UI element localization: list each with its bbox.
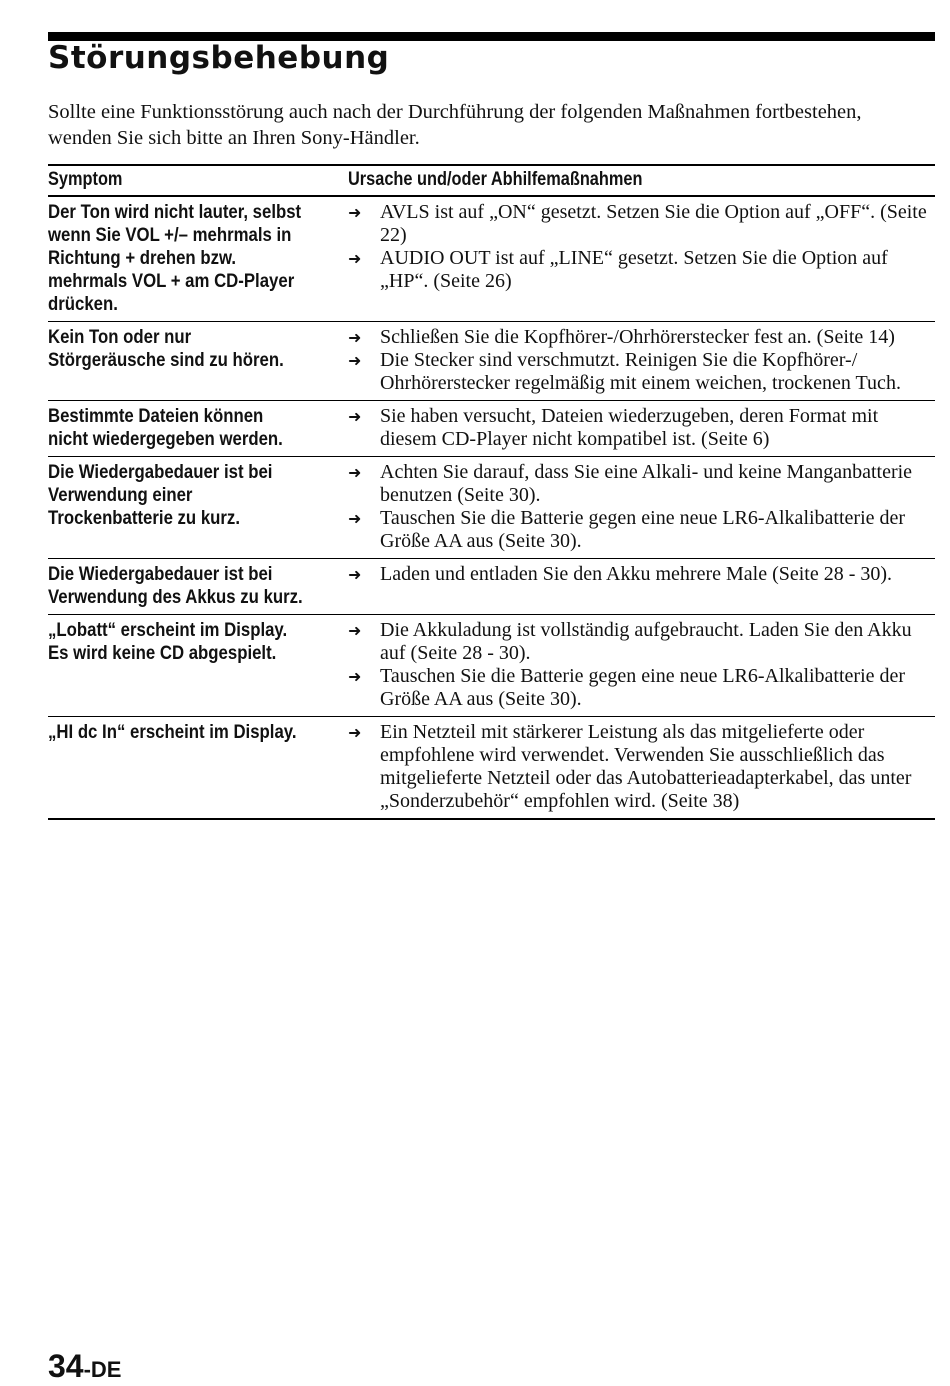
remedy-item xyxy=(348,405,935,451)
remedy-item xyxy=(348,507,935,553)
arrow-icon: ➜ xyxy=(348,328,362,347)
remedy-item xyxy=(348,461,935,507)
remedy-text: Sie haben versucht, Dateien wiederzugeben, deren Format mit diesem CD-Player nicht kompatibel ist. (Seite 6) xyxy=(380,405,879,450)
symptom-text: Kein Ton oder nur Störgeräusche sind zu hören. xyxy=(48,326,284,371)
symptom-cell xyxy=(48,717,348,820)
remedy-text: Die Akkuladung ist vollständig aufgebraucht. Laden Sie den Akku auf (Seite 28 - 30). xyxy=(380,619,912,664)
symptom-cell xyxy=(48,322,348,401)
page-suffix: -DE xyxy=(83,1357,122,1382)
remedy-cell xyxy=(348,196,935,322)
table-row xyxy=(48,559,935,615)
arrow-icon: ➜ xyxy=(348,723,362,742)
arrow-icon: ➜ xyxy=(348,249,362,268)
arrow-icon: ➜ xyxy=(348,463,362,482)
symptom-text: „Lobatt“ erscheint im Display. Es wird keine CD abgespielt. xyxy=(48,619,288,664)
remedy-cell xyxy=(348,401,935,457)
remedy-text: Laden und entladen Sie den Akku mehrere Male (Seite 28 - 30). xyxy=(380,563,893,585)
symptom-cell xyxy=(48,196,348,322)
page-footer xyxy=(48,1348,121,1385)
table-row xyxy=(48,401,935,457)
remedy-text: Tauschen Sie die Batterie gegen eine neue LR6-Alkalibatterie der Größe AA aus (Seite 30). xyxy=(380,507,906,552)
remedy-text: Die Stecker sind verschmutzt. Reinigen Sie die Kopfhörer-/ Ohrhörerstecker regelmäßig mit einem weichen, trockenen Tuch. xyxy=(380,349,901,394)
remedy-cell xyxy=(348,457,935,559)
remedy-text: Ein Netzteil mit stärkerer Leistung als das mitgelieferte oder empfohlene wird verwendet. Verwenden Sie ausschließlich das mitgelieferte Netzteil oder das Autobatterieadapterkabel, das unter „Sonderzubehör“ empfohlen wird. (Seite 38) xyxy=(380,721,912,812)
arrow-icon: ➜ xyxy=(348,203,362,222)
table-row xyxy=(48,717,935,820)
remedy-item xyxy=(348,721,935,813)
remedy-item xyxy=(348,563,935,586)
remedy-item xyxy=(348,349,935,395)
symptom-cell xyxy=(48,457,348,559)
remedy-cell xyxy=(348,717,935,820)
header-remedy: Ursache und/oder Abhilfemaßnahmen xyxy=(348,169,643,190)
remedy-item xyxy=(348,665,935,711)
arrow-icon: ➜ xyxy=(348,509,362,528)
table-row xyxy=(48,322,935,401)
page-number: 34 xyxy=(48,1348,84,1384)
table-row xyxy=(48,615,935,717)
symptom-text: Die Wiedergabedauer ist bei Verwendung des Akkus zu kurz. xyxy=(48,563,303,608)
remedy-text: Tauschen Sie die Batterie gegen eine neue LR6-Alkalibatterie der Größe AA aus (Seite 30). xyxy=(380,665,906,710)
remedy-item xyxy=(348,326,935,349)
intro-paragraph: Sollte eine Funktionsstörung auch nach der Durchführung der folgenden Maßnahmen fortbestehen, wenden Sie sich bitte an Ihren Sony-Händler. xyxy=(48,101,862,149)
remedy-text: AVLS ist auf „ON“ gesetzt. Setzen Sie die Option auf „OFF“. (Seite 22) xyxy=(380,201,927,246)
remedy-item xyxy=(348,619,935,665)
symptom-text: „HI dc In“ erscheint im Display. xyxy=(48,721,297,743)
troubleshooting-table xyxy=(48,164,935,820)
symptom-text: Die Wiedergabedauer ist bei Verwendung einer Trockenbatterie zu kurz. xyxy=(48,461,273,529)
symptom-text: Bestimmte Dateien können nicht wiedergegeben werden. xyxy=(48,405,283,450)
arrow-icon: ➜ xyxy=(348,621,362,640)
table-row xyxy=(48,196,935,322)
symptom-text: Der Ton wird nicht lauter, selbst wenn Sie VOL +/– mehrmals in Richtung + drehen bzw. mehrmals VOL + am CD-Player drücken. xyxy=(48,201,302,315)
symptom-cell xyxy=(48,401,348,457)
remedy-cell xyxy=(348,322,935,401)
arrow-icon: ➜ xyxy=(348,351,362,370)
table-header-row xyxy=(48,165,935,196)
page-title: Störungsbehebung xyxy=(48,40,390,76)
symptom-cell xyxy=(48,615,348,717)
remedy-cell xyxy=(348,615,935,717)
arrow-icon: ➜ xyxy=(348,667,362,686)
arrow-icon: ➜ xyxy=(348,565,362,584)
remedy-text: Achten Sie darauf, dass Sie eine Alkali- und keine Manganbatterie benutzen (Seite 30). xyxy=(380,461,913,506)
remedy-cell xyxy=(348,559,935,615)
remedy-item xyxy=(348,201,935,247)
remedy-item xyxy=(348,247,935,293)
arrow-icon: ➜ xyxy=(348,407,362,426)
symptom-cell xyxy=(48,559,348,615)
remedy-text: AUDIO OUT ist auf „LINE“ gesetzt. Setzen Sie die Option auf „HP“. (Seite 26) xyxy=(380,247,888,292)
table-row xyxy=(48,457,935,559)
remedy-text: Schließen Sie die Kopfhörer-/Ohrhörerstecker fest an. (Seite 14) xyxy=(380,326,895,348)
header-symptom: Symptom xyxy=(48,169,123,190)
